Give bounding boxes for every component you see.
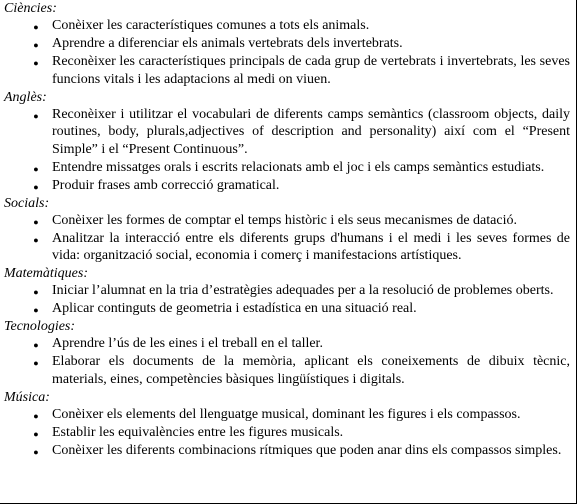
objectives-list [4,282,570,318]
section-heading: Matemàtiques: [4,266,88,281]
section-heading: Música: [4,389,50,405]
section-socials [4,195,570,265]
bullet-icon [30,35,42,55]
list-item-text: Reconèixer i utilitzar el vocabulari de diferents camps semàntics (classroom objects, daily routines, body, plurals,adjectives of description and personality) així com el “Present Simple” i el “Present Continuous”. [52,106,570,157]
bullet-icon [30,17,42,37]
list-item-text: Analitzar la interacció entre els diferents grups d'humans i el medi i les seves formes de vida: organització social, economia i comerç i manifestacions artístiques. [52,230,570,263]
list-item [4,424,570,442]
section-angles [4,89,570,195]
bullet-icon [30,212,42,232]
list-item [4,353,570,388]
list-item [4,53,570,88]
section-heading: Socials: [4,195,50,211]
objectives-list [4,406,570,460]
list-item [4,212,570,230]
list-item-text: Conèixer les formes de comptar el temps històric i els seus mecanismes de datació. [52,212,517,228]
list-item-text: Entendre missatges orals i escrits relacionats amb el joc i els camps semàntics estudiats. [52,159,545,175]
bullet-icon [30,53,42,73]
section-ciencies [4,0,570,88]
list-item-text: Conèixer les característiques comunes a tots els animals. [52,18,370,33]
section-musica [4,389,570,460]
objectives-list [4,17,570,88]
list-item-text: Conèixer els elements del llenguatge musical, dominant les figures i els compassos. [52,406,521,422]
objectives-list [4,106,570,195]
bullet-icon [30,424,42,444]
list-item-text: Aprendre a diferenciar els animals vertebrats dels invertebrats. [52,36,403,51]
section-heading: Tecnologies: [4,319,76,334]
list-item [4,35,570,53]
list-item [4,282,570,300]
list-item [4,17,570,35]
objectives-list [4,212,570,265]
list-item-text: Conèixer les diferents combinacions rítmiques que poden anar dins els compassos simples. [52,442,562,458]
section-tecnologies [4,318,570,388]
list-item [4,406,570,424]
section-heading: Ciències: [4,1,57,16]
bullet-icon [30,177,42,197]
list-item-text: Reconèixer les característiques principals de cada grup de vertebrats i invertebrats, les seves funcions vitals i les adaptacions al medi on viuen. [52,54,570,87]
bullet-icon [30,282,42,302]
list-item [4,442,570,460]
list-item-text: Aprendre l’ús de les eines i el treball en el taller. [52,336,323,351]
list-item-text: Produir frases amb correcció gramatical. [52,177,280,193]
section-matematiques [4,265,570,318]
section-heading: Anglès: [4,89,47,105]
list-item [4,106,570,159]
list-item [4,300,570,318]
list-item [4,177,570,195]
bullet-icon [30,230,42,250]
list-item-text: Establir les equivalències entre les figures musicals. [52,424,344,440]
bullet-icon [30,300,42,320]
list-item-text: Iniciar l’alumnat en la tria d’estratègies adequades per a la resolució de problemes oberts. [52,283,554,298]
list-item [4,230,570,265]
bullet-icon [30,353,42,373]
objectives-list [4,335,570,388]
bullet-icon [30,335,42,355]
bullet-icon [30,442,42,462]
list-item-text: Aplicar continguts de geometria i estadística en una situació real. [52,301,417,316]
list-item [4,159,570,177]
bullet-icon [30,406,42,426]
list-item [4,335,570,353]
bullet-icon [30,106,42,126]
bullet-icon [30,159,42,179]
list-item-text: Elaborar els documents de la memòria, aplicant els coneixements de dibuix tècnic, materials, eines, competències bàsiques lingüístiques i digitals. [52,354,570,387]
